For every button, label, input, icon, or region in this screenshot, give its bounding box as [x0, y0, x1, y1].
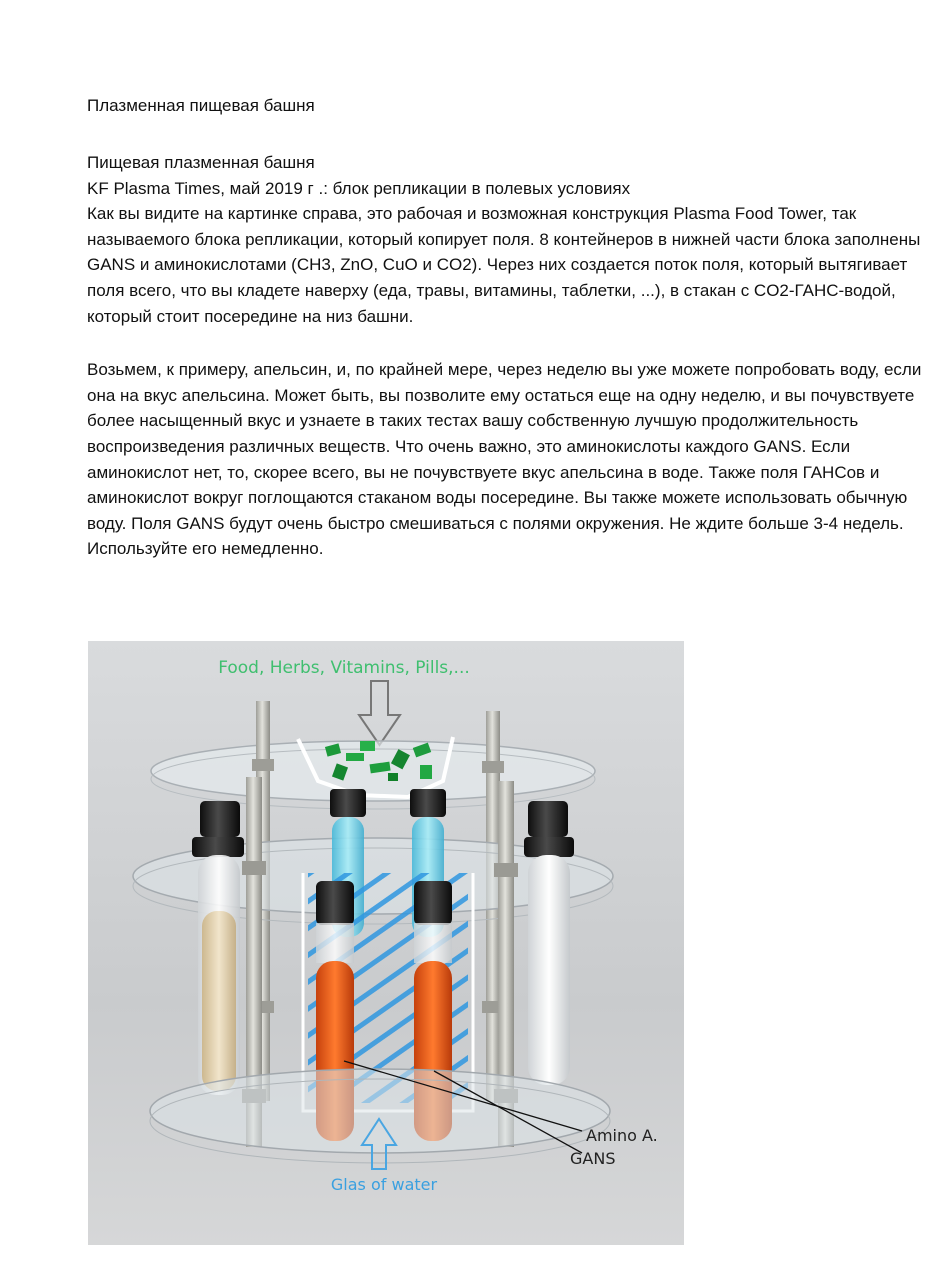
beige-tube — [192, 801, 244, 1095]
label-gans: GANS — [570, 1149, 616, 1168]
paragraph-1: Как вы видите на картинке справа, это рабочая и возможная конструкция Plasma Food Tower, так называемого блока репликации, который копирует поля. 8 контейнеров в нижней части блока заполнены GANS и аминокислотами (CH3, ZnO, CuO и CO2). Через них создается поток поля, который вытягивает поля всего, что вы кладете наверху (еда, травы, витамины, таблетки, ...), в стакан с CO2-ГАНС-водой, который стоит посередине на низ башни. — [87, 204, 921, 326]
plasma-food-tower-figure — [88, 641, 684, 1245]
subtitle: Пищевая плазменная башня — [87, 153, 315, 172]
page-heading: Плазменная пищевая башня — [87, 96, 315, 115]
source-line: KF Plasma Times, май 2019 г .: блок репликации в полевых условиях — [87, 178, 631, 198]
tower-illustration — [88, 641, 684, 1245]
paragraph-gap — [87, 329, 927, 357]
paragraph-2: Возьмем, к примеру, апельсин, и, по крайней мере, через неделю вы уже можете попробовать воду, если она на вкус апельсина. Может быть, вы позволите ему остаться еще на одну неделю, и вы почувствуете более насыщенный вкус и узнаете в таких тестах вашу собственную лучшую продолжительность воспроизведения различных веществ. Что очень важно, это аминокислоты каждого GANS. Если аминокислот нет, то, скорее всего, вы не почувствуете вкус апельсина в воде. Также поля ГАНСов и аминокислот вокруг поглощаются стаканом воды посередине. Вы также можете использовать обычную воду. Поля GANS будут очень быстро смешиваться с полями окружения. Не ждите больше 3-4 недель. Используйте его немедленно. — [87, 360, 922, 559]
document-body — [87, 150, 927, 562]
label-amino: Amino A. — [586, 1126, 658, 1145]
bottom-label: Glas of water — [330, 1175, 438, 1194]
top-label: Food, Herbs, Vitamins, Pills,... — [218, 658, 470, 678]
clear-tube — [524, 801, 574, 1085]
